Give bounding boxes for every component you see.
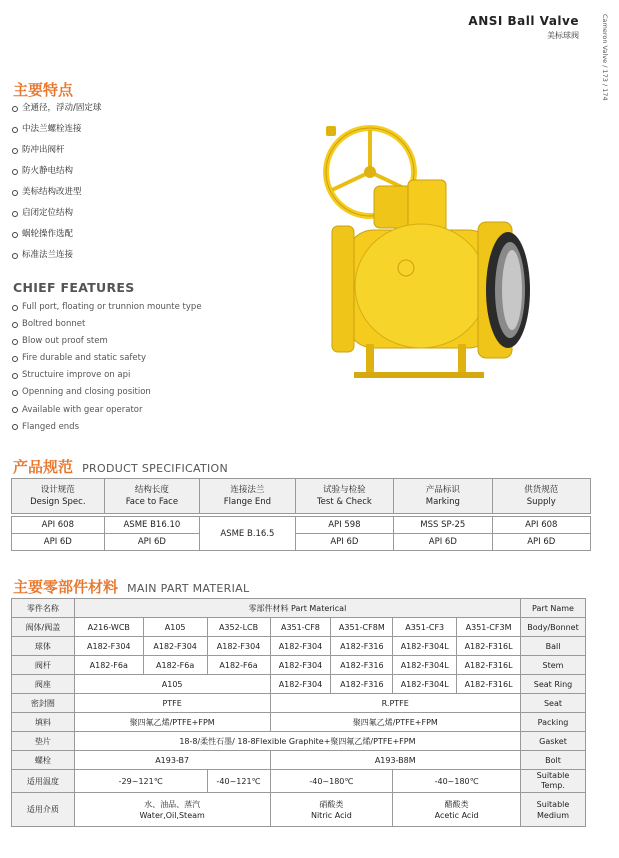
material-cell: A182-F304 — [270, 675, 331, 694]
material-cell: A216-WCB — [74, 618, 143, 637]
material-header: Part Name — [521, 599, 586, 618]
material-header-row — [12, 599, 586, 618]
spec-cell: API 6D — [12, 534, 105, 551]
part-name-en: Packing — [521, 713, 586, 732]
spec-cell: API 6D — [104, 534, 200, 551]
spec-header: 连接法兰 Flange End — [200, 479, 296, 514]
part-name-cn: 螺栓 — [12, 751, 75, 770]
feature-en-item: Fire durable and static safety — [11, 350, 291, 367]
part-name-cn: 适用温度 — [12, 770, 75, 793]
material-row — [12, 656, 586, 675]
spec-cell: MSS SP-25 — [394, 517, 492, 534]
material-section-title: 主要零部件材料 MAIN PART MATERIAL — [13, 578, 250, 596]
material-cell: A182-F304L — [393, 675, 457, 694]
material-cell: R.PTFE — [270, 694, 521, 713]
material-cell: A351-CF3M — [457, 618, 521, 637]
feature-cn-item: 中法兰螺栓连接 — [11, 119, 251, 140]
material-cell: A182-F6a — [143, 656, 207, 675]
part-name-cn: 密封圈 — [12, 694, 75, 713]
material-cell: 硝酸类 Nitric Acid — [270, 793, 393, 827]
catalog-subtitle: 美标球阀 — [547, 31, 579, 40]
part-name-cn: 填料 — [12, 713, 75, 732]
spec-header-row — [12, 479, 591, 514]
part-name-en: Bolt — [521, 751, 586, 770]
support-legs — [354, 344, 484, 378]
material-row — [12, 732, 586, 751]
spec-table — [11, 478, 591, 551]
spec-header: 产品标识 Marking — [394, 479, 492, 514]
material-row — [12, 618, 586, 637]
material-cell: A182-F304 — [270, 637, 331, 656]
part-name-en: Suitable Temp. — [521, 770, 586, 793]
spec-header: 结构长度 Face to Face — [104, 479, 200, 514]
material-header: 零件名称 — [12, 599, 75, 618]
material-cell: -40~121℃ — [207, 770, 270, 793]
spec-cell: API 6D — [492, 534, 590, 551]
material-cell: A182-F316 — [331, 637, 393, 656]
spec-cell: ASME B16.10 — [104, 517, 200, 534]
material-row — [12, 751, 586, 770]
feature-cn-item: 蜗轮操作选配 — [11, 224, 251, 245]
material-row — [12, 637, 586, 656]
part-name-en: Gasket — [521, 732, 586, 751]
material-row — [12, 713, 586, 732]
material-cell: A182-F304 — [207, 637, 270, 656]
features-en-list — [11, 299, 291, 436]
spec-header: 供货规范 Supply — [492, 479, 590, 514]
feature-cn-item: 启闭定位结构 — [11, 203, 251, 224]
material-cell: -40~180℃ — [270, 770, 393, 793]
feature-en-item: Full port, floating or trunnion mounte type — [11, 299, 291, 316]
part-name-en: Ball — [521, 637, 586, 656]
spec-cell: ASME B.16.5 — [200, 517, 296, 551]
material-table — [11, 598, 586, 827]
material-row — [12, 793, 586, 827]
spec-cell: API 6D — [394, 534, 492, 551]
spec-cell: API 598 — [295, 517, 393, 534]
material-cell: 聚四氟乙烯/PTFE+FPM — [270, 713, 521, 732]
material-cell: A182-F6a — [207, 656, 270, 675]
material-cell: A182-F304 — [74, 637, 143, 656]
features-en-title: CHIEF FEATURES — [13, 280, 135, 295]
part-name-cn: 阀座 — [12, 675, 75, 694]
feature-en-item: Flanged ends — [11, 419, 291, 436]
feature-en-item: Available with gear operator — [11, 402, 291, 419]
material-row — [12, 694, 586, 713]
material-cell: A182-F316 — [331, 656, 393, 675]
material-cell: 水、油品、蒸汽 Water,Oil,Steam — [74, 793, 270, 827]
part-name-cn: 垫片 — [12, 732, 75, 751]
material-cell: A351-CF8 — [270, 618, 331, 637]
material-cell: A182-F304 — [143, 637, 207, 656]
material-cell: -40~180℃ — [393, 770, 521, 793]
catalog-title: ANSI Ball Valve — [468, 14, 579, 28]
feature-en-item: Openning and closing position — [11, 384, 291, 401]
material-cell: A105 — [74, 675, 270, 694]
spec-header: 设计规范 Design Spec. — [12, 479, 105, 514]
feature-en-item: Boltred bonnet — [11, 316, 291, 333]
material-header: 零部件材料 Part Materical — [74, 599, 520, 618]
spec-cell: API 6D — [295, 534, 393, 551]
part-name-cn: 球体 — [12, 637, 75, 656]
material-row — [12, 770, 586, 793]
spec-cell: API 608 — [12, 517, 105, 534]
feature-cn-item: 美标结构改进型 — [11, 182, 251, 203]
part-name-cn: 阀体/阀盖 — [12, 618, 75, 637]
material-cell: A352-LCB — [207, 618, 270, 637]
feature-cn-item: 防火静电结构 — [11, 161, 251, 182]
material-cell: A182-F304L — [393, 656, 457, 675]
part-name-cn: 阀杆 — [12, 656, 75, 675]
gearbox — [374, 180, 446, 232]
spec-section-title: 产品规范 PRODUCT SPECIFICATION — [13, 458, 229, 476]
part-name-en: Seat — [521, 694, 586, 713]
material-cell: 醋酸类 Acetic Acid — [393, 793, 521, 827]
features-cn-title: 主要特点 — [13, 81, 74, 99]
material-cell: A182-F316L — [457, 656, 521, 675]
part-name-en: Stem — [521, 656, 586, 675]
material-cell: A351-CF3 — [393, 618, 457, 637]
material-cell: A182-F304L — [393, 637, 457, 656]
material-cell: A193-B8M — [270, 751, 521, 770]
material-cell: A193-B7 — [74, 751, 270, 770]
feature-cn-item: 防冲出阀杆 — [11, 140, 251, 161]
side-page-info: Cameron Valve / 173 / 174 — [601, 14, 609, 101]
features-cn-list — [11, 98, 251, 266]
valve-body — [332, 222, 530, 358]
material-cell: A182-F316L — [457, 675, 521, 694]
part-name-en: Suitable Medium — [521, 793, 586, 827]
material-cell: 聚四氟乙烯/PTFE+FPM — [74, 713, 270, 732]
material-row — [12, 675, 586, 694]
material-cell: A105 — [143, 618, 207, 637]
material-cell: A182-F6a — [74, 656, 143, 675]
material-cell: A351-CF8M — [331, 618, 393, 637]
material-cell: PTFE — [74, 694, 270, 713]
material-cell: A182-F304 — [270, 656, 331, 675]
spec-cell: API 608 — [492, 517, 590, 534]
part-name-en: Seat Ring — [521, 675, 586, 694]
feature-cn-item: 全通径，浮动/固定球 — [11, 98, 251, 119]
material-cell: A182-F316 — [331, 675, 393, 694]
part-name-cn: 适用介质 — [12, 793, 75, 827]
feature-en-item: Structuire improve on api — [11, 367, 291, 384]
material-cell: 18-8/柔性石墨/ 18-8Flexible Graphite+聚四氟乙烯/PTFE+FPM — [74, 732, 520, 751]
spec-header: 试验与检验 Test & Check — [295, 479, 393, 514]
ball-valve-illustration — [318, 118, 540, 386]
material-cell: A182-F316L — [457, 637, 521, 656]
spec-row — [12, 534, 591, 551]
feature-cn-item: 标准法兰连接 — [11, 245, 251, 266]
part-name-en: Body/Bonnet — [521, 618, 586, 637]
spec-row — [12, 517, 591, 534]
feature-en-item: Blow out proof stem — [11, 333, 291, 350]
material-cell: -29~121℃ — [74, 770, 207, 793]
